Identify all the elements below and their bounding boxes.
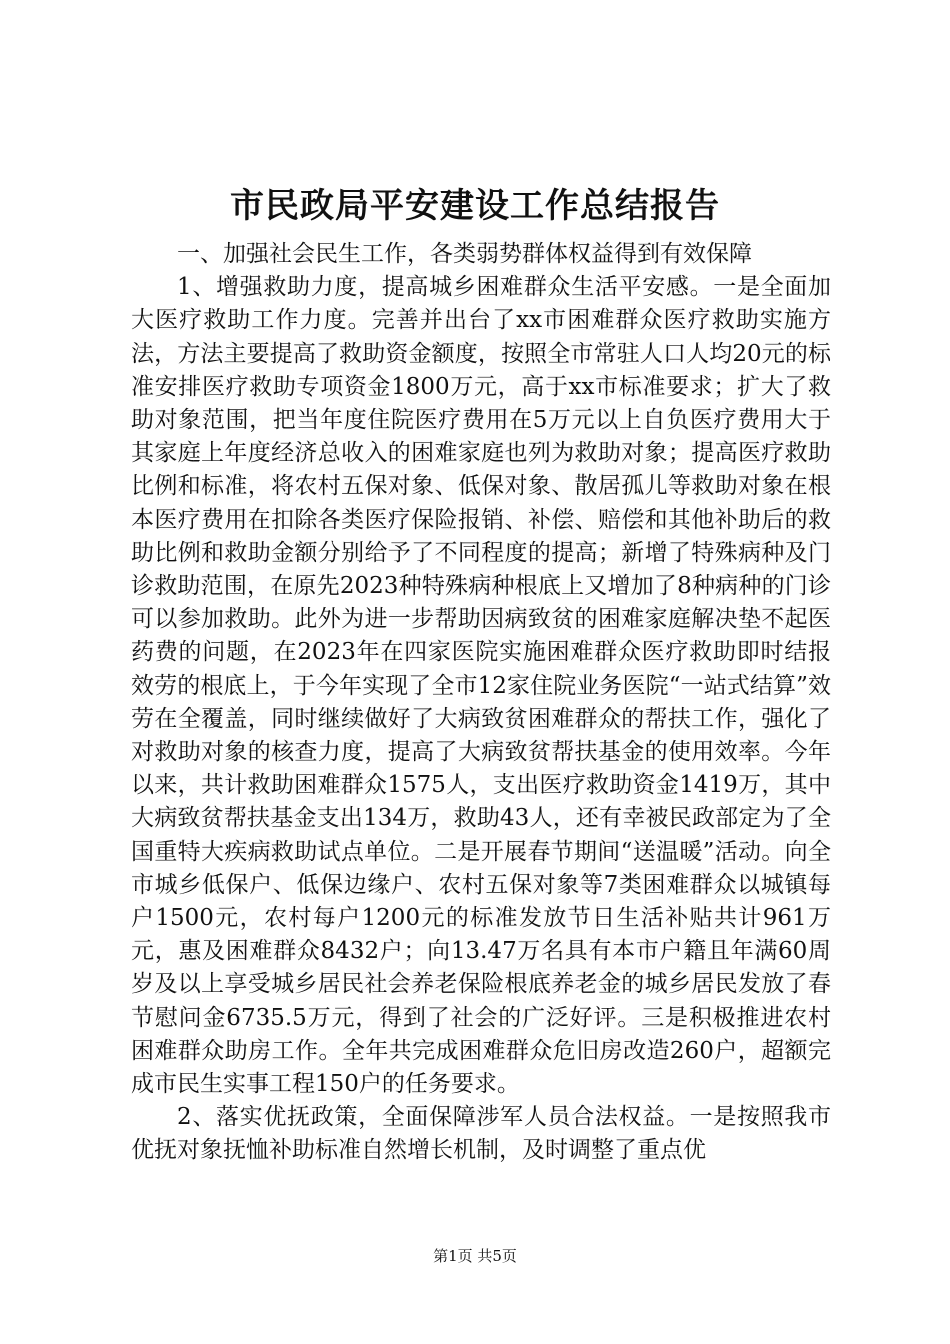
page-footer: 第1页 共5页 xyxy=(433,1247,517,1265)
document-title: 市民政局平安建设工作总结报告 xyxy=(230,186,720,226)
document-body xyxy=(131,238,831,1168)
paragraph: 1、增强救助力度，提高城乡困难群众生活平安感。一是全面加大医疗救助工作力度。完善并出台了xx市困难群众医疗救助实施方法，方法主要提高了救助资金额度，按照全市常驻人口人均20元的标准安排医疗救助专项资金1800万元，高于xx市标准要求；扩大了救助对象范围，把当年度住院医疗费用在5万元以上自负医疗费用大于其家庭上年度经济总收入的困难家庭也列为救助对象；提高医疗救助比例和标准，将农村五保对象、低保对象、散居孤儿等救助对象在根本医疗费用在扣除各类医疗保险报销、补偿、赔偿和其他补助后的救助比例和救助金额分别给予了不同程度的提高；新增了特殊病种及门诊救助范围，在原先2023种特殊病种根底上又增加了8种病种的门诊可以参加救助。此外为进一步帮助因病致贫的困难家庭解决垫不起医药费的问题，在2023年在四家医院实施困难群众医疗救助即时结报效劳的根底上，于今年实现了全市12家住院业务医院“一站式结算”效劳在全覆盖，同时继续做好了大病致贫困难群众的帮扶工作，强化了对救助对象的核查力度，提高了大病致贫帮扶基金的使用效率。今年以来，共计救助困难群众1575人，支出医疗救助资金1419万，其中大病致贫帮扶基金支出134万，救助43人，还有幸被民政部定为了全国重特大疾病救助试点单位。二是开展春节期间“送温暖”活动。向全市城乡低保户、低保边缘户、农村五保对象等7类困难群众以城镇每户1500元，农村每户1200元的标准发放节日生活补贴共计961万元，惠及困难群众8432户；向13.47万名具有本市户籍且年满60周岁及以上享受城乡居民社会养老保险根底养老金的城乡居民发放了春节慰问金6735.5万元，得到了社会的广泛好评。三是积极推进农村困难群众助房工作。全年共完成困难群众危旧房改造260户，超额完成市民生实事工程150户的任务要求。 xyxy=(131,274,831,1098)
paragraph: 2、落实优抚政策，全面保障涉军人员合法权益。一是按照我市优抚对象抚恤补助标准自然增长机制，及时调整了重点优 xyxy=(131,1104,831,1164)
section-heading: 一、加强社会民生工作，各类弱势群体权益得到有效保障 xyxy=(177,241,752,267)
